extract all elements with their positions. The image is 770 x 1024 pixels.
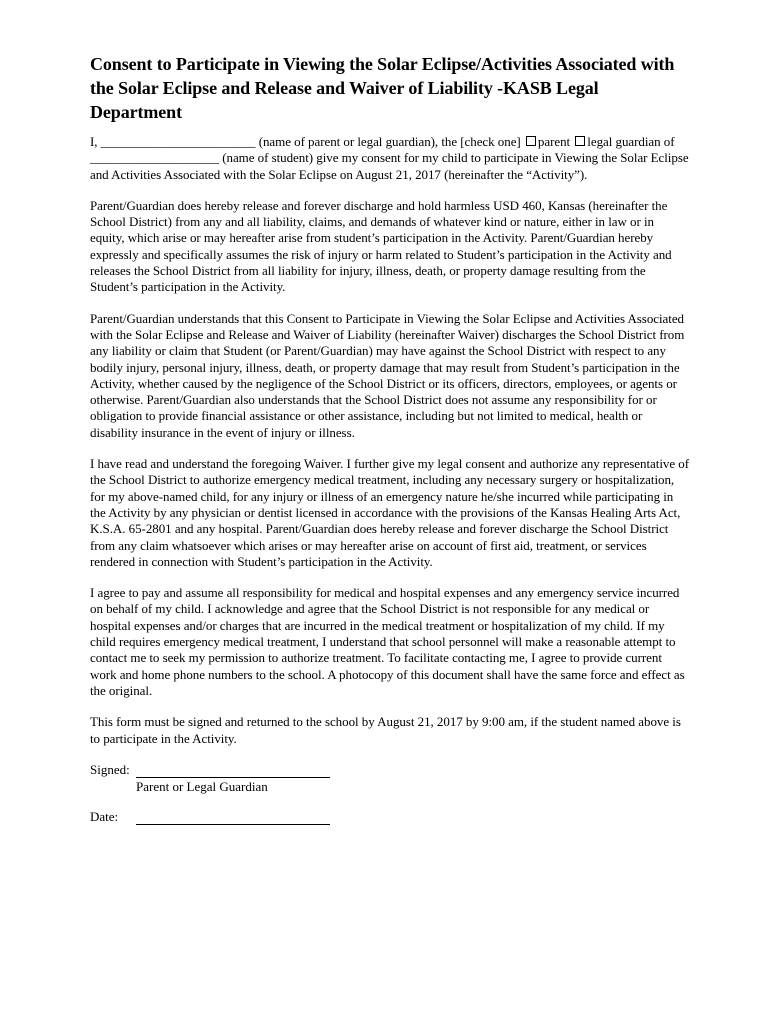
legal-guardian-checkbox[interactable] <box>575 136 585 146</box>
document-page <box>90 52 690 825</box>
legal-label: legal <box>587 134 613 149</box>
parent-checkbox[interactable] <box>526 136 536 146</box>
signature-caption: Parent or Legal Guardian <box>136 778 268 794</box>
signature-line[interactable] <box>136 764 330 778</box>
deadline-paragraph: This form must be signed and returned to the school by August 21, 2017 by 9:00 am, if the student named above is to participate in the Activity. <box>90 714 681 746</box>
intro-text-2: (name of student) give my consent for my child to participate in Viewing the Solar Eclipse and Activities Associated with the Solar Eclipse on August 21, 2017 (hereinafter the “Activity”). <box>90 150 689 182</box>
release-paragraph: Parent/Guardian does hereby release and forever discharge and hold harmless USD 460, Kansas (hereinafter the School District) from any and all liability, claims, and demands of whatever kind or nature, either in law or in equity, which arise or may hereafter arise from student’s participation in the Activity. Parent/Guardian hereby expressly and specifically assumes the risk of injury or harm related to Student’s participation in the Activity and releases the School District from all liability for injury, illness, death, or property damage resulting from the Student’s participation in the Activity. <box>90 197 672 295</box>
document-title: Consent to Participate in Viewing the Solar Eclipse/Activities Associated with the Solar Eclipse and Release and Waiver of Liability -KASB Legal Department <box>90 54 675 122</box>
waiver-understanding-paragraph: Parent/Guardian understands that this Consent to Participate in Viewing the Solar Eclipse and Activities Associated with the Solar Eclipse and Release and Waiver of Liability (hereinafter Waiver) discharges the School District from any liability or claim that Student (or Parent/Guardian) may have against the School District with respect to any bodily injury, personal injury, illness, death, or property damage that may result from Student’s participation in the Activity, whether caused by the negligence of the School District or its officers, directors, employees, or agents or otherwise. Parent/Guardian also understands that the School District does not assume any responsibility for or obligation to provide financial assistance or other assistance, including but not limited to medical, health or disability insurance in the event of injury or illness. <box>90 310 685 440</box>
expenses-paragraph: I agree to pay and assume all responsibility for medical and hospital expenses and any emergency service incurred on behalf of my child. I acknowledge and agree that the School District is not responsible for any medical or hospital expenses and/or charges that are incurred in the medical treatment or hospitalization of my child. If my child requires emergency medical treatment, I understand that school personnel will make a reasonable attempt to contact me to seek my permission to authorize treatment. To facilitate contacting me, I agree to provide current work and home phone numbers to the school. A photocopy of this document shall have the same force and effect as the original. <box>90 585 685 698</box>
signature-block <box>90 762 690 825</box>
parent-name-blank[interactable]: I, ________________________ <box>90 134 256 149</box>
student-name-blank[interactable]: guardian of ____________________ <box>90 134 675 166</box>
intro-paragraph <box>90 134 690 183</box>
date-label: Date: <box>90 808 119 824</box>
medical-consent-paragraph: I have read and understand the foregoing Waiver. I further give my legal consent and authorize any representative of the School District to authorize emergency medical treatment, including any necessary surgery or hospitalization, for my above-named child, for any injury or illness of an emergency nature he/she incurred while participating in the Activity by any physician or dentist licensed in accordance with the provisions of the Kansas Healing Arts Act, K.S.A. 65-2801 and any hospital. Parent/Guardian does hereby release and forever discharge the School District from any claim whatsoever which arises or may hereafter arise on account of first aid, treatment, or services rendered in connection with Student’s participation in the Activity. <box>90 456 689 569</box>
signed-label: Signed: <box>90 761 130 777</box>
date-line[interactable] <box>136 811 330 825</box>
intro-text-1: (name of parent or legal guardian), the [check one] <box>258 134 521 149</box>
parent-label: parent <box>537 134 571 149</box>
